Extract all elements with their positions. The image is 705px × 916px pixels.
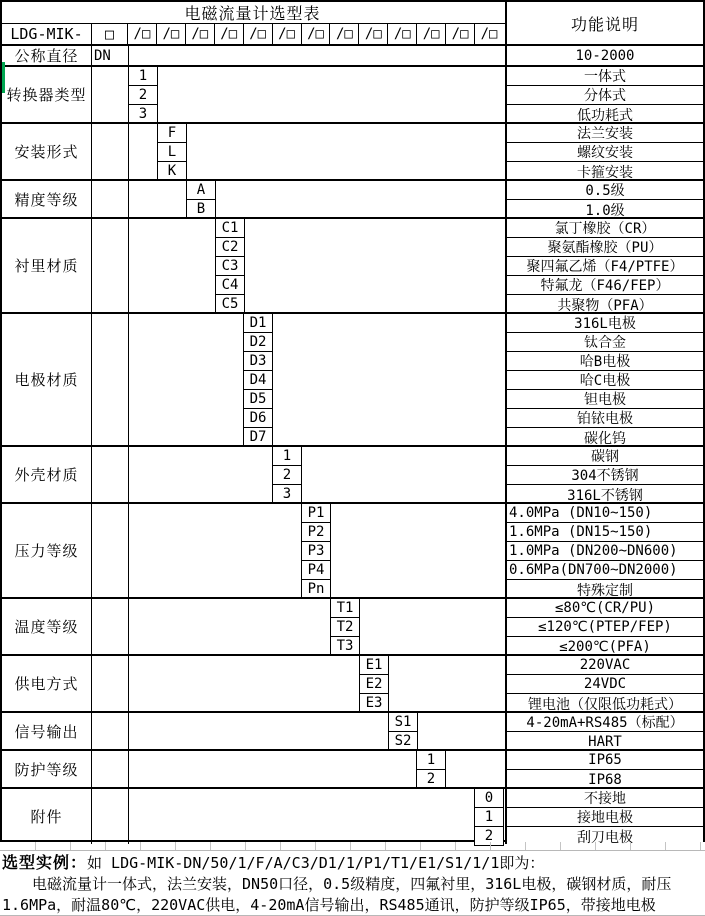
section-精度等级 bbox=[2, 179, 703, 217]
code-column bbox=[157, 124, 187, 181]
description-cell: 0.6MPa(DN700~DN2000) bbox=[507, 561, 703, 580]
description-column bbox=[505, 447, 703, 502]
dn-column-line bbox=[128, 219, 129, 312]
table-title: 电磁流量计选型表 bbox=[184, 4, 321, 23]
gridline bbox=[35, 842, 36, 850]
section-label: 安装形式 bbox=[2, 124, 92, 179]
code-column bbox=[416, 751, 446, 789]
description-cell: 1.6MPa (DN15~150) bbox=[507, 523, 703, 542]
code-cell-B: B bbox=[186, 200, 216, 219]
description-cell: 24VDC bbox=[507, 675, 703, 694]
code-cell-A: A bbox=[186, 181, 216, 200]
gridline bbox=[665, 842, 666, 850]
code-cell-1: 1 bbox=[272, 447, 302, 466]
description-cell: 304不锈钢 bbox=[507, 466, 703, 485]
code-box-cell: /□ bbox=[446, 24, 475, 44]
description-cell: 1.0级 bbox=[585, 202, 625, 219]
attribute-sections bbox=[2, 46, 703, 844]
code-cell-D7: D7 bbox=[243, 428, 273, 447]
code-box-cell: /□ bbox=[417, 24, 446, 44]
section-label: 电极材质 bbox=[2, 314, 92, 445]
code-cell-P3: P3 bbox=[301, 542, 331, 561]
section-label: 防护等级 bbox=[2, 751, 92, 787]
code-cell-3: 3 bbox=[128, 105, 158, 124]
description-column bbox=[505, 751, 703, 787]
description-column bbox=[505, 599, 703, 654]
dn-column-line bbox=[128, 314, 129, 445]
code-box-cell: /□ bbox=[273, 24, 302, 44]
example-label: 选型实例： bbox=[2, 853, 88, 872]
code-dn: DN bbox=[94, 47, 111, 64]
code-cell-E2: E2 bbox=[359, 675, 389, 694]
description-cell: 共聚物（PFA） bbox=[557, 297, 653, 314]
code-box-cell: /□ bbox=[157, 24, 186, 44]
gridline bbox=[245, 842, 246, 850]
section-label: 附件 bbox=[2, 789, 92, 844]
code-cell-2: 2 bbox=[128, 86, 158, 105]
code-cell-C1: C1 bbox=[215, 219, 245, 238]
description-cell: 刮刀电极 bbox=[577, 829, 633, 846]
description-cell: 0.5级 bbox=[507, 181, 703, 200]
code-column bbox=[215, 219, 245, 314]
code-cell-S1: S1 bbox=[388, 713, 418, 732]
gridline bbox=[280, 842, 281, 850]
code-column bbox=[330, 599, 360, 656]
code-cell-L: L bbox=[157, 143, 187, 162]
section-label: 信号输出 bbox=[2, 713, 92, 749]
description-cell: 10-2000 bbox=[575, 47, 635, 64]
description-column bbox=[505, 219, 703, 312]
description-cell: 法兰安装 bbox=[507, 124, 703, 143]
dn-column-line bbox=[128, 656, 129, 711]
gridline bbox=[490, 842, 491, 850]
section-label: 精度等级 bbox=[2, 181, 92, 217]
description-cell: 220VAC bbox=[507, 656, 703, 675]
description-column bbox=[505, 789, 703, 844]
gridline bbox=[210, 842, 211, 850]
description-cell: HART bbox=[588, 733, 622, 750]
dn-column-line bbox=[128, 789, 129, 844]
description-cell: 316L不锈钢 bbox=[567, 487, 643, 504]
description-cell: 哈C电极 bbox=[507, 371, 703, 390]
description-column bbox=[505, 181, 703, 217]
description-cell: 特殊定制 bbox=[577, 582, 633, 599]
description-cell: 316L电极 bbox=[507, 314, 703, 333]
description-cell: 钛合金 bbox=[507, 333, 703, 352]
code-cell-D5: D5 bbox=[243, 390, 273, 409]
code-cell-T2: T2 bbox=[330, 618, 360, 637]
code-cell-P2: P2 bbox=[301, 523, 331, 542]
selection-example bbox=[0, 852, 705, 916]
code-cell-D4: D4 bbox=[243, 371, 273, 390]
section-label: 供电方式 bbox=[2, 656, 92, 711]
description-cell: 卡箍安装 bbox=[577, 164, 633, 181]
description-cell: 不接地 bbox=[507, 789, 703, 808]
section-附件 bbox=[2, 787, 703, 844]
description-cell: ≤120℃(PTEP/FEP) bbox=[507, 618, 703, 637]
code-cell-F: F bbox=[157, 124, 187, 143]
code-box-cell: /□ bbox=[359, 24, 388, 44]
description-cell: 聚氨酯橡胶（PU） bbox=[507, 238, 703, 257]
description-cell: 1.0MPa (DN200~DN600) bbox=[507, 542, 703, 561]
code-cell-1: 1 bbox=[474, 808, 504, 827]
code-cell-P1: P1 bbox=[301, 504, 331, 523]
code-box-cell: /□ bbox=[244, 24, 273, 44]
code-column bbox=[186, 181, 216, 219]
code-cell-T3: T3 bbox=[330, 637, 360, 656]
dn-column-line bbox=[128, 124, 129, 179]
code-cell-E3: E3 bbox=[359, 694, 389, 713]
dn-code-box: □ bbox=[92, 24, 128, 44]
description-cell: 铂铱电极 bbox=[507, 409, 703, 428]
section-label: 压力等级 bbox=[2, 504, 92, 597]
description-cell: 分体式 bbox=[507, 86, 703, 105]
description-cell: 4-20mA+RS485（标配） bbox=[507, 713, 703, 732]
code-box-cell: /□ bbox=[215, 24, 244, 44]
code-cell-3: 3 bbox=[272, 485, 302, 504]
section-电极材质 bbox=[2, 312, 703, 445]
green-marker bbox=[2, 62, 5, 93]
code-column bbox=[359, 656, 389, 713]
description-cell: 钽电极 bbox=[507, 390, 703, 409]
code-box-cell: /□ bbox=[186, 24, 215, 44]
description-cell: IP68 bbox=[588, 771, 622, 788]
section-压力等级 bbox=[2, 502, 703, 597]
dn-column-line bbox=[128, 599, 129, 654]
code-box-cell: /□ bbox=[388, 24, 417, 44]
section-label: 外壳材质 bbox=[2, 447, 92, 502]
description-cell: 聚四氟乙烯（F4/PTFE） bbox=[507, 257, 703, 276]
dn-column-line bbox=[128, 504, 129, 597]
code-cell-2: 2 bbox=[272, 466, 302, 485]
example-line-2: 电磁流量计一体式，法兰安装，DN50口径，0.5级精度，四氟衬里，316L电极，碳钢材质，耐压 bbox=[32, 875, 672, 893]
section-衬里材质 bbox=[2, 217, 703, 312]
code-box-cells bbox=[128, 24, 503, 44]
empty-spreadsheet-row bbox=[0, 842, 705, 851]
section-供电方式 bbox=[2, 654, 703, 711]
code-cell-K: K bbox=[157, 162, 187, 181]
code-cell-0: 0 bbox=[474, 789, 504, 808]
code-cell-D3: D3 bbox=[243, 352, 273, 371]
gridline bbox=[630, 842, 631, 850]
section-公称直径 bbox=[2, 46, 703, 65]
code-cell-D1: D1 bbox=[243, 314, 273, 333]
section-防护等级 bbox=[2, 749, 703, 787]
section-label: 转换器类型 bbox=[2, 67, 92, 122]
description-cell: 哈B电极 bbox=[507, 352, 703, 371]
code-column bbox=[301, 504, 331, 599]
gridline bbox=[525, 842, 526, 850]
description-cell: ≤80℃(CR/PU) bbox=[507, 599, 703, 618]
dn-column-line bbox=[128, 181, 129, 217]
dn-column-line bbox=[128, 751, 129, 787]
description-column bbox=[505, 504, 703, 597]
code-cell-P4: P4 bbox=[301, 561, 331, 580]
description-column bbox=[505, 713, 703, 749]
dn-column-line bbox=[128, 447, 129, 502]
code-cell-2: 2 bbox=[416, 770, 446, 789]
description-cell: ≤200℃(PFA) bbox=[559, 638, 651, 655]
section-温度等级 bbox=[2, 597, 703, 654]
code-cell-2: 2 bbox=[474, 827, 504, 846]
code-cell-C2: C2 bbox=[215, 238, 245, 257]
code-column bbox=[128, 67, 158, 124]
description-cell: 特氟龙（F46/FEP） bbox=[507, 276, 703, 295]
gridline bbox=[70, 842, 71, 850]
code-cell-Pn: Pn bbox=[301, 580, 331, 599]
dn-column-line bbox=[128, 713, 129, 749]
gridline bbox=[140, 842, 141, 850]
gridline bbox=[455, 842, 456, 850]
description-column bbox=[505, 656, 703, 711]
description-cell: 碳化钨 bbox=[584, 430, 626, 447]
description-column bbox=[505, 67, 703, 122]
description-cell: 碳钢 bbox=[507, 447, 703, 466]
gridline bbox=[350, 842, 351, 850]
description-column bbox=[505, 314, 703, 445]
section-label: 温度等级 bbox=[2, 599, 92, 654]
code-cell-D2: D2 bbox=[243, 333, 273, 352]
description-cell: IP65 bbox=[507, 751, 703, 770]
model-prefix: LDG-MIK- bbox=[2, 24, 92, 44]
code-cell-S2: S2 bbox=[388, 732, 418, 751]
gridline bbox=[385, 842, 386, 850]
gridline bbox=[420, 842, 421, 850]
code-cell-C3: C3 bbox=[215, 257, 245, 276]
section-安装形式 bbox=[2, 122, 703, 179]
section-label: 公称直径 bbox=[2, 46, 92, 65]
code-box-cell: /□ bbox=[302, 24, 331, 44]
example-line-1: 选型实例：如 LDG-MIK-DN/50/1/F/A/C3/D1/1/P1/T1/E1/S1/1/1即为： bbox=[2, 853, 545, 872]
section-label: 衬里材质 bbox=[2, 219, 92, 312]
gridline bbox=[560, 842, 561, 850]
section-信号输出 bbox=[2, 711, 703, 749]
example-line-3: 1.6MPa，耐温80℃，220VAC供电，4-20mA信号输出，RS485通讯，防护等级IP65，带接地电极 bbox=[2, 896, 656, 914]
gridline bbox=[105, 842, 106, 850]
description-cell: 接地电极 bbox=[507, 808, 703, 827]
code-cell-1: 1 bbox=[416, 751, 446, 770]
description-cell: 锂电池（仅限低功耗式） bbox=[528, 696, 682, 713]
code-cell-E1: E1 bbox=[359, 656, 389, 675]
section-外壳材质 bbox=[2, 445, 703, 502]
gridline bbox=[175, 842, 176, 850]
dn-column-line bbox=[128, 46, 129, 65]
section-转换器类型 bbox=[2, 65, 703, 122]
description-cell: 一体式 bbox=[507, 67, 703, 86]
code-box-cell: /□ bbox=[480, 26, 498, 42]
code-column bbox=[388, 713, 418, 751]
description-cell: 氯丁橡胶（CR） bbox=[507, 219, 703, 238]
code-box-cell: /□ bbox=[128, 24, 157, 44]
description-column bbox=[505, 46, 703, 65]
gridline bbox=[595, 842, 596, 850]
code-box-cell: /□ bbox=[330, 24, 359, 44]
code-cell-T1: T1 bbox=[330, 599, 360, 618]
description-cell: 低功耗式 bbox=[577, 107, 633, 124]
description-cell: 4.0MPa (DN10~150) bbox=[507, 504, 703, 523]
code-cell-1: 1 bbox=[128, 67, 158, 86]
gridline bbox=[315, 842, 316, 850]
function-description-header: 功能说明 bbox=[505, 2, 703, 44]
code-cell-C4: C4 bbox=[215, 276, 245, 295]
code-column bbox=[474, 789, 504, 846]
description-cell: 螺纹安装 bbox=[507, 143, 703, 162]
code-cell-C5: C5 bbox=[215, 295, 245, 314]
code-column bbox=[243, 314, 273, 447]
gridline bbox=[700, 842, 701, 850]
description-column bbox=[505, 124, 703, 179]
code-cell-D6: D6 bbox=[243, 409, 273, 428]
code-column bbox=[272, 447, 302, 504]
